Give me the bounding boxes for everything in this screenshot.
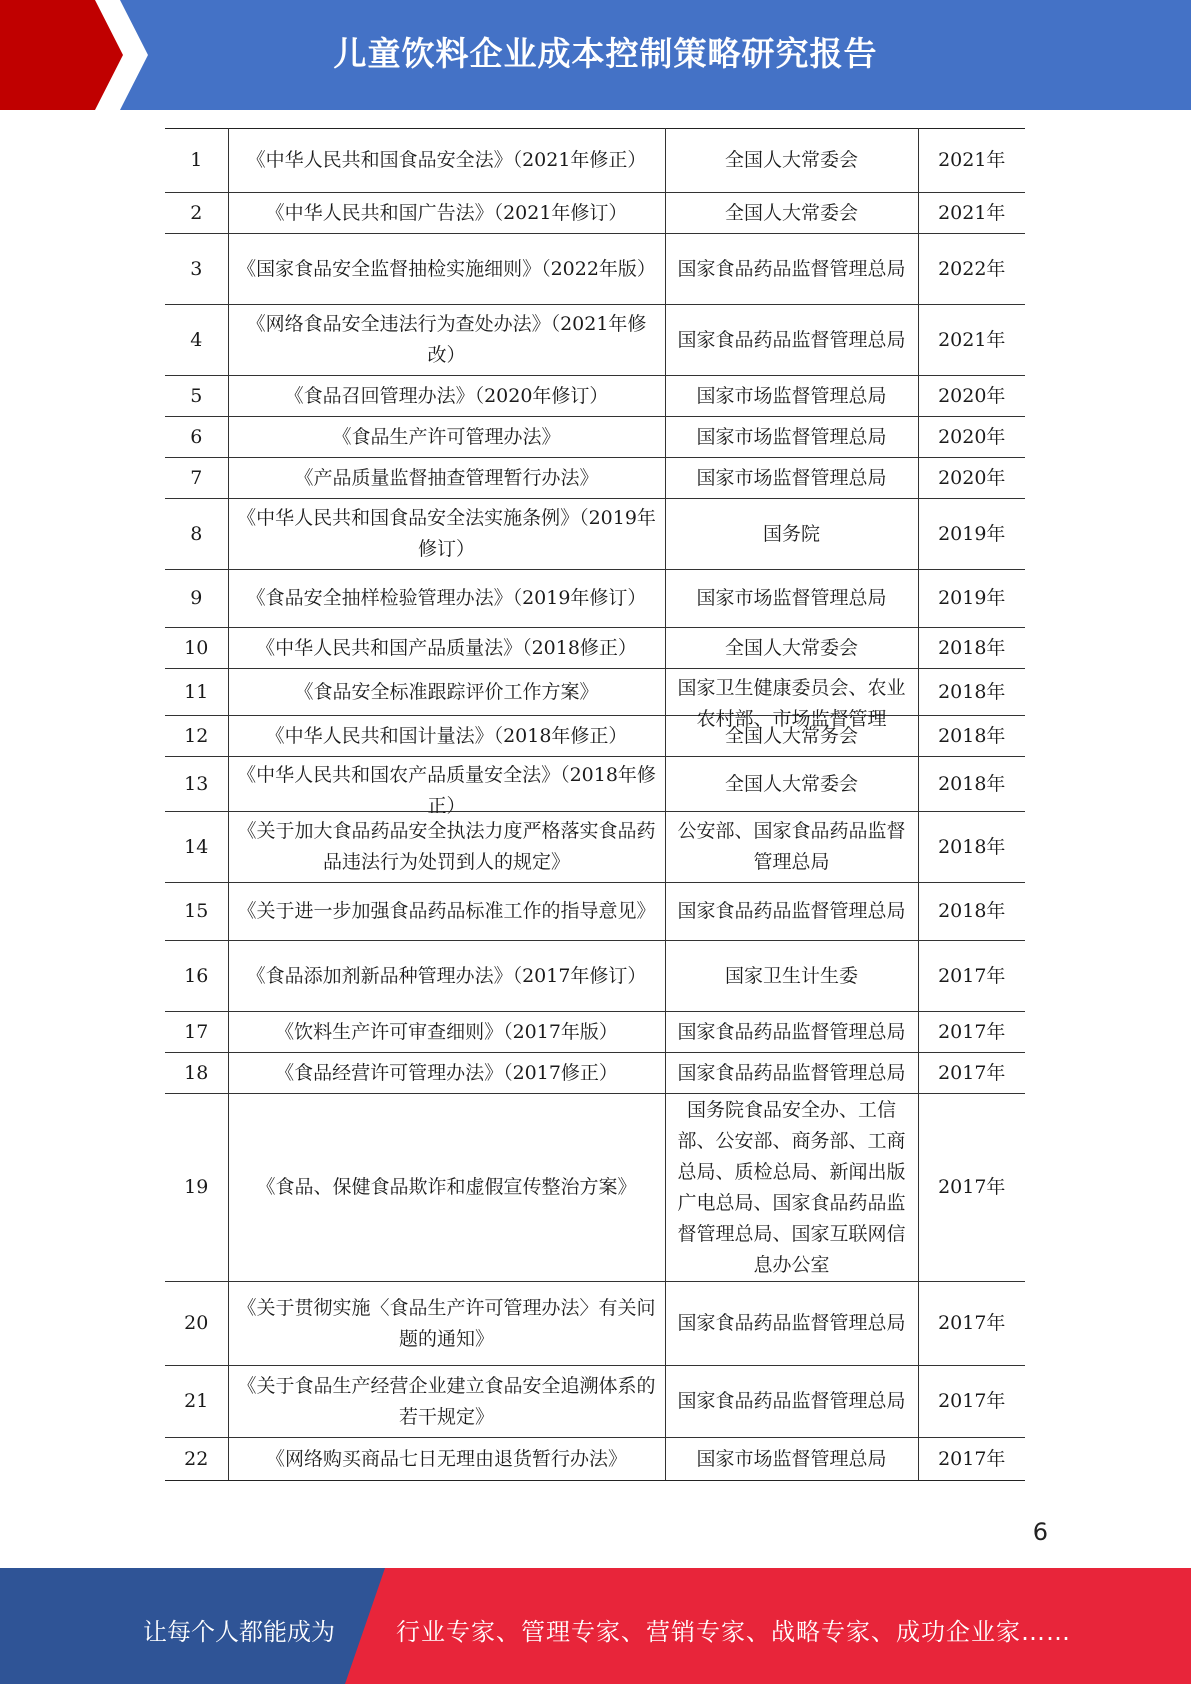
row-number-text: 19	[184, 1176, 209, 1198]
issuing-authority-text: 国家卫生计生委	[724, 964, 858, 987]
year-cell	[918, 1094, 1025, 1282]
row-number-text: 9	[190, 587, 203, 609]
table-row	[165, 1012, 1025, 1053]
issuing-authority-cell	[665, 234, 918, 305]
issuing-authority-cell	[665, 458, 918, 499]
regulation-name-text: 《关于加大食品药品安全执法力度严格落实食品药品违法行为处罚到人的规定》	[237, 820, 656, 873]
row-number-text: 11	[184, 680, 209, 703]
regulation-name-text: 《中华人民共和国产品质量法》（2018修正）	[256, 636, 637, 659]
issuing-authority-cell	[665, 883, 918, 941]
issuing-authority-text: 国家市场监督管理总局	[696, 587, 887, 609]
row-number-cell	[165, 458, 228, 499]
issuing-authority-cell	[665, 669, 918, 730]
row-number-cell	[165, 305, 228, 376]
regulation-name-text: 《食品经营许可管理办法》（2017修正）	[275, 1061, 618, 1084]
issuing-authority-text: 国务院	[762, 522, 820, 545]
issuing-authority-text: 国家市场监督管理总局	[696, 1447, 887, 1470]
year-cell	[918, 716, 1025, 757]
year-text: 2021年	[938, 328, 1006, 351]
year-text: 2018年	[938, 900, 1006, 922]
regulation-name-text: 《关于进一步加强食品药品标准工作的指导意见》	[237, 900, 656, 922]
issuing-authority-cell	[665, 812, 918, 883]
header-banner	[0, 0, 1191, 110]
table-row	[165, 305, 1025, 376]
issuing-authority-cell	[665, 1282, 918, 1366]
regulation-name-text: 《食品安全标准跟踪评价工作方案》	[294, 680, 599, 703]
table-row	[165, 129, 1025, 193]
issuing-authority-text: 全国人大常务会	[724, 724, 858, 747]
regulation-name-cell	[228, 1366, 665, 1438]
row-number-text: 6	[190, 425, 203, 448]
regulation-name-text: 《中华人民共和国广告法》（2021年修订）	[265, 201, 628, 224]
regulation-name-cell	[228, 193, 665, 234]
row-number-cell	[165, 234, 228, 305]
regulation-name-text: 《食品添加剂新品种管理办法》（2017年修订）	[246, 964, 647, 987]
year-text: 2017年	[938, 1020, 1006, 1043]
regulation-name-text: 《中华人民共和国食品安全法实施条例》（2019年修订）	[237, 507, 656, 560]
issuing-authority-text: 国家食品药品监督管理总局	[677, 328, 906, 351]
table-row	[165, 883, 1025, 941]
row-number-cell	[165, 1438, 228, 1481]
table-row	[165, 1094, 1025, 1282]
year-cell	[918, 1053, 1025, 1094]
year-cell	[918, 1282, 1025, 1366]
year-text: 2021年	[938, 149, 1006, 171]
row-number-text: 14	[184, 835, 209, 858]
year-cell	[918, 417, 1025, 458]
row-number-cell	[165, 669, 228, 716]
year-cell	[918, 812, 1025, 883]
regulation-name-cell	[228, 1012, 665, 1053]
year-text: 2017年	[938, 1390, 1006, 1412]
row-number-cell	[165, 628, 228, 669]
issuing-authority-text: 全国人大常委会	[724, 201, 858, 224]
year-text: 2017年	[938, 1447, 1006, 1470]
row-number-text: 2	[190, 201, 203, 224]
row-number-text: 7	[190, 466, 203, 489]
table-row	[165, 234, 1025, 305]
regulation-name-cell	[228, 757, 665, 817]
row-number-text: 18	[184, 1061, 209, 1084]
regulation-name-cell	[228, 458, 665, 499]
year-text: 2017年	[938, 1061, 1006, 1084]
row-number-text: 3	[190, 257, 203, 280]
table-row	[165, 417, 1025, 458]
year-text: 2022年	[938, 257, 1006, 280]
table-row	[165, 499, 1025, 570]
regulation-name-cell	[228, 1282, 665, 1366]
page-number: 6	[1032, 1518, 1048, 1546]
issuing-authority-text: 国家卫生健康委员会、农业农村部、市场监督管理	[677, 677, 906, 730]
year-text: 2017年	[938, 1176, 1006, 1198]
regulation-name-text: 《食品、保健食品欺诈和虚假宣传整治方案》	[256, 1176, 637, 1198]
regulation-name-text: 《关于食品生产经营企业建立食品安全追溯体系的若干规定》	[237, 1374, 656, 1428]
regulation-name-text: 《产品质量监督抽查管理暂行办法》	[294, 466, 599, 489]
regulation-name-cell	[228, 1053, 665, 1094]
issuing-authority-text: 国家食品药品监督管理总局	[677, 1020, 906, 1043]
table-row	[165, 1053, 1025, 1094]
issuing-authority-text: 全国人大常委会	[724, 149, 858, 171]
row-number-cell	[165, 1282, 228, 1366]
year-text: 2017年	[938, 964, 1006, 987]
table-row	[165, 669, 1025, 716]
issuing-authority-text: 国家食品药品监督管理总局	[677, 900, 906, 922]
year-cell	[918, 458, 1025, 499]
regulation-name-cell	[228, 812, 665, 883]
row-number-text: 8	[190, 522, 203, 545]
table-row	[165, 941, 1025, 1012]
year-cell	[918, 234, 1025, 305]
year-cell	[918, 499, 1025, 570]
footer-slogan-right: 行业专家、管理专家、营销专家、战略专家、成功企业家……	[396, 1618, 1071, 1646]
year-text: 2018年	[938, 724, 1006, 747]
regulation-name-cell	[228, 234, 665, 305]
year-text: 2020年	[938, 425, 1006, 448]
year-cell	[918, 376, 1025, 417]
year-cell	[918, 941, 1025, 1012]
table-row	[165, 716, 1025, 757]
year-text: 2020年	[938, 466, 1006, 489]
regulation-name-text: 《食品安全抽样检验管理办法》（2019年修订）	[246, 587, 647, 609]
regulation-name-text: 《饮料生产许可审查细则》（2017年版）	[275, 1020, 618, 1043]
regulation-name-text: 《中华人民共和国计量法》（2018年修正）	[265, 724, 628, 747]
year-cell	[918, 757, 1025, 812]
year-text: 2020年	[938, 384, 1006, 407]
regulation-name-text: 《食品生产许可管理办法》	[332, 425, 561, 448]
table-row	[165, 376, 1025, 417]
row-number-cell	[165, 1366, 228, 1438]
table-row	[165, 193, 1025, 234]
row-number-cell	[165, 193, 228, 234]
regulation-name-text: 《网络购买商品七日无理由退货暂行办法》	[265, 1447, 627, 1470]
issuing-authority-cell	[665, 628, 918, 669]
regulation-name-cell	[228, 883, 665, 941]
regulation-name-text: 《国家食品安全监督抽检实施细则》（2022年版）	[237, 257, 656, 280]
row-number-cell	[165, 812, 228, 883]
row-number-cell	[165, 376, 228, 417]
row-number-cell	[165, 1094, 228, 1282]
issuing-authority-text: 公安部、国家食品药品监督管理总局	[677, 820, 906, 873]
year-cell	[918, 129, 1025, 193]
year-text: 2018年	[938, 636, 1006, 659]
table-row	[165, 757, 1025, 812]
issuing-authority-text: 全国人大常委会	[724, 772, 858, 795]
row-number-text: 15	[184, 900, 209, 922]
table-row	[165, 570, 1025, 628]
footer-banner	[0, 1568, 1191, 1684]
issuing-authority-text: 国家食品药品监督管理总局	[677, 1390, 906, 1412]
regulation-name-cell	[228, 716, 665, 757]
row-number-text: 4	[190, 328, 203, 351]
year-cell	[918, 883, 1025, 941]
regulation-name-text: 《食品召回管理办法》（2020年修订）	[284, 384, 609, 407]
regulations-table	[165, 128, 1025, 1481]
row-number-cell	[165, 941, 228, 1012]
issuing-authority-cell	[665, 193, 918, 234]
report-title: 儿童饮料企业成本控制策略研究报告	[333, 34, 878, 73]
row-number-text: 16	[184, 964, 209, 987]
row-number-cell	[165, 570, 228, 628]
row-number-cell	[165, 129, 228, 193]
regulation-name-cell	[228, 417, 665, 458]
regulation-name-cell	[228, 499, 665, 570]
year-text: 2017年	[938, 1312, 1006, 1334]
row-number-text: 20	[184, 1312, 209, 1334]
year-cell	[918, 570, 1025, 628]
year-text: 2018年	[938, 772, 1006, 795]
issuing-authority-cell	[665, 1094, 918, 1282]
row-number-text: 1	[190, 149, 203, 171]
issuing-authority-cell	[665, 1053, 918, 1094]
issuing-authority-text: 国务院食品安全办、工信部、公安部、商务部、工商总局、质检总局、新闻出版广电总局、国家食品药品监督管理总局、国家互联网信息办公室	[677, 1098, 906, 1276]
regulation-name-cell	[228, 628, 665, 669]
issuing-authority-cell	[665, 941, 918, 1012]
row-number-cell	[165, 499, 228, 570]
regulation-name-cell	[228, 941, 665, 1012]
row-number-cell	[165, 757, 228, 812]
row-number-text: 12	[184, 724, 209, 747]
regulation-name-cell	[228, 570, 665, 628]
issuing-authority-text: 国家市场监督管理总局	[696, 425, 887, 448]
row-number-text: 21	[184, 1390, 209, 1412]
row-number-text: 10	[184, 636, 209, 659]
year-cell	[918, 628, 1025, 669]
regulation-name-text: 《关于贯彻实施〈食品生产许可管理办法〉有关问题的通知》	[237, 1296, 656, 1350]
issuing-authority-cell	[665, 129, 918, 193]
regulation-name-text: 《中华人民共和国农产品质量安全法》（2018年修正）	[237, 764, 656, 817]
year-cell	[918, 1438, 1025, 1481]
issuing-authority-cell	[665, 1438, 918, 1481]
row-number-text: 5	[190, 384, 203, 407]
table-row	[165, 1366, 1025, 1438]
issuing-authority-cell	[665, 570, 918, 628]
row-number-cell	[165, 417, 228, 458]
year-cell	[918, 193, 1025, 234]
row-number-text: 13	[184, 772, 209, 795]
issuing-authority-text: 国家食品药品监督管理总局	[677, 257, 906, 280]
row-number-text: 22	[184, 1447, 209, 1470]
regulation-name-text: 《中华人民共和国食品安全法》（2021年修正）	[246, 149, 647, 171]
table-row	[165, 458, 1025, 499]
year-cell	[918, 1366, 1025, 1438]
issuing-authority-text: 国家食品药品监督管理总局	[677, 1061, 906, 1084]
issuing-authority-text: 国家食品药品监督管理总局	[677, 1312, 906, 1334]
issuing-authority-cell	[665, 417, 918, 458]
year-text: 2019年	[938, 587, 1006, 609]
issuing-authority-text: 国家市场监督管理总局	[696, 466, 887, 489]
issuing-authority-cell	[665, 305, 918, 376]
row-number-cell	[165, 716, 228, 757]
year-cell	[918, 1012, 1025, 1053]
table-row	[165, 628, 1025, 669]
table-row	[165, 1438, 1025, 1481]
row-number-cell	[165, 883, 228, 941]
table-row	[165, 1282, 1025, 1366]
table-row	[165, 812, 1025, 883]
year-text: 2021年	[938, 201, 1006, 224]
row-number-text: 17	[184, 1020, 209, 1043]
row-number-cell	[165, 1053, 228, 1094]
regulation-name-cell	[228, 129, 665, 193]
year-text: 2018年	[938, 835, 1006, 858]
row-number-cell	[165, 1012, 228, 1053]
regulation-name-text: 《网络食品安全违法行为查处办法》（2021年修改）	[246, 313, 647, 366]
regulation-name-cell	[228, 1438, 665, 1481]
issuing-authority-text: 国家市场监督管理总局	[696, 384, 887, 407]
regulation-name-cell	[228, 305, 665, 376]
issuing-authority-text: 全国人大常委会	[724, 636, 858, 659]
year-cell	[918, 669, 1025, 716]
regulation-name-cell	[228, 1094, 665, 1282]
issuing-authority-cell	[665, 499, 918, 570]
year-text: 2018年	[938, 680, 1006, 703]
issuing-authority-cell	[665, 1012, 918, 1053]
year-text: 2019年	[938, 522, 1006, 545]
issuing-authority-cell	[665, 757, 918, 812]
issuing-authority-cell	[665, 1366, 918, 1438]
issuing-authority-cell	[665, 376, 918, 417]
regulation-name-cell	[228, 376, 665, 417]
regulation-name-cell	[228, 669, 665, 716]
footer-slogan-left: 让每个人都能成为	[143, 1618, 335, 1646]
year-cell	[918, 305, 1025, 376]
